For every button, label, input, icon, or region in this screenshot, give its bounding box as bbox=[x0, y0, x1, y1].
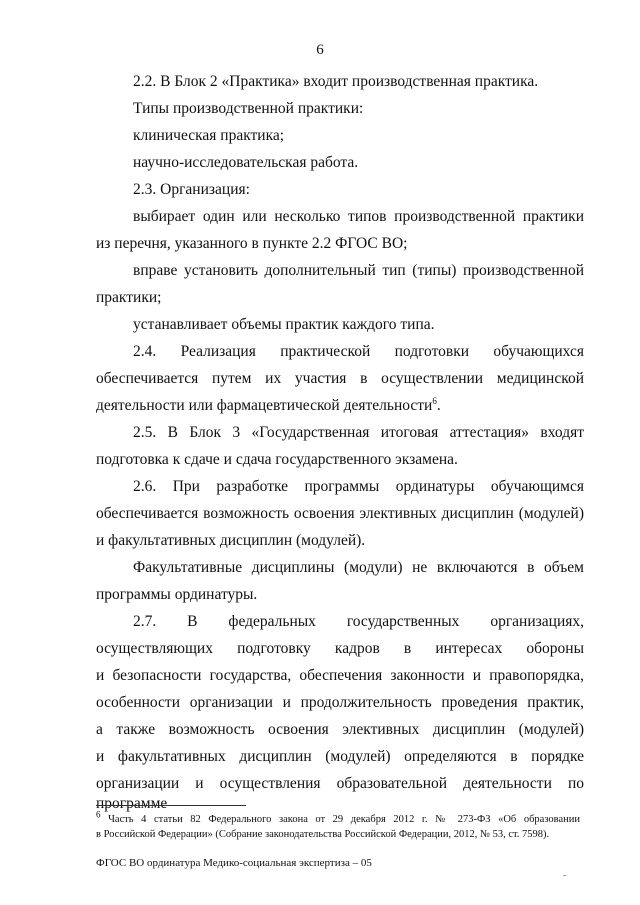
footnote-ref: 6 bbox=[432, 395, 437, 406]
text-line: и безопасности государства, обеспечения законности и правопорядка, bbox=[96, 667, 584, 684]
text-line: программы ординатуры. bbox=[96, 586, 258, 603]
text-fragment: деятельности или фармацевтической деятельности bbox=[96, 397, 433, 414]
text-fragment: . bbox=[436, 397, 441, 414]
text-line: выбирает один или несколько типов производственной практики bbox=[133, 208, 584, 225]
text-line: 2.3. Организация: bbox=[133, 181, 250, 198]
footnote-line bbox=[96, 809, 581, 827]
text-line: подготовка к сдаче и сдача государственного экзамена. bbox=[96, 451, 458, 468]
text-line: клиническая практика; bbox=[133, 127, 285, 144]
text-line: 2.5. В Блок 3 «Государственная итоговая аттестация» входят bbox=[133, 424, 584, 441]
text-line-with-footnote bbox=[96, 396, 441, 416]
text-line: из перечня, указанного в пункте 2.2 ФГОС ВО; bbox=[96, 235, 408, 252]
footnote-text: Часть 4 статьи 82 Федерального закона от 29 декабря 2012 г. № 273-ФЗ «Об образовании bbox=[108, 814, 581, 825]
text-line: особенности организации и продолжительность проведения практик, bbox=[96, 694, 584, 711]
text-line: 2.4. Реализация практической подготовки обучающихся bbox=[133, 343, 584, 360]
text-line: Типы производственной практики: bbox=[133, 100, 364, 117]
text-line: осуществляющих подготовку кадров в интересах обороны bbox=[96, 640, 584, 657]
text-line: организации и осуществления образовательной деятельности по программе bbox=[96, 775, 584, 812]
footnote-separator bbox=[96, 805, 246, 806]
text-line: практики; bbox=[96, 289, 162, 306]
text-line: и факультативных дисциплин (модулей). bbox=[96, 532, 366, 549]
text-line: 2.7. В федеральных государственных организациях, bbox=[133, 613, 584, 630]
text-line: вправе установить дополнительный тип (типы) производственной bbox=[133, 262, 584, 279]
page-number: 6 bbox=[316, 42, 324, 58]
corner-mark: - bbox=[563, 870, 567, 881]
text-line: научно-исследовательская работа. bbox=[133, 154, 359, 171]
text-line: Факультативные дисциплины (модули) не включаются в объем bbox=[133, 559, 584, 576]
text-line: устанавливает объемы практик каждого типа. bbox=[133, 316, 435, 333]
text-line: и факультативных дисциплин (модулей) определяются в порядке bbox=[96, 748, 584, 765]
text-line: обеспечивается путем их участия в осуществлении медицинской bbox=[96, 370, 584, 387]
text-line: 2.2. В Блок 2 «Практика» входит производственная практика. bbox=[133, 73, 539, 90]
text-line: а также возможность освоения элективных дисциплин (модулей) bbox=[96, 721, 584, 738]
text-line: 2.6. При разработке программы ординатуры обучающимся bbox=[133, 478, 584, 495]
text-line: обеспечивается возможность освоения элективных дисциплин (модулей) bbox=[96, 505, 584, 522]
page-footer: ФГОС ВО ординатура Медико-социальная экспертиза – 05 bbox=[96, 857, 372, 869]
footnote-line: в Российской Федерации» (Собрание законодательства Российской Федерации, 2012, № 53, ст. 7598). bbox=[96, 829, 550, 840]
footnote-marker: 6 bbox=[96, 809, 101, 820]
